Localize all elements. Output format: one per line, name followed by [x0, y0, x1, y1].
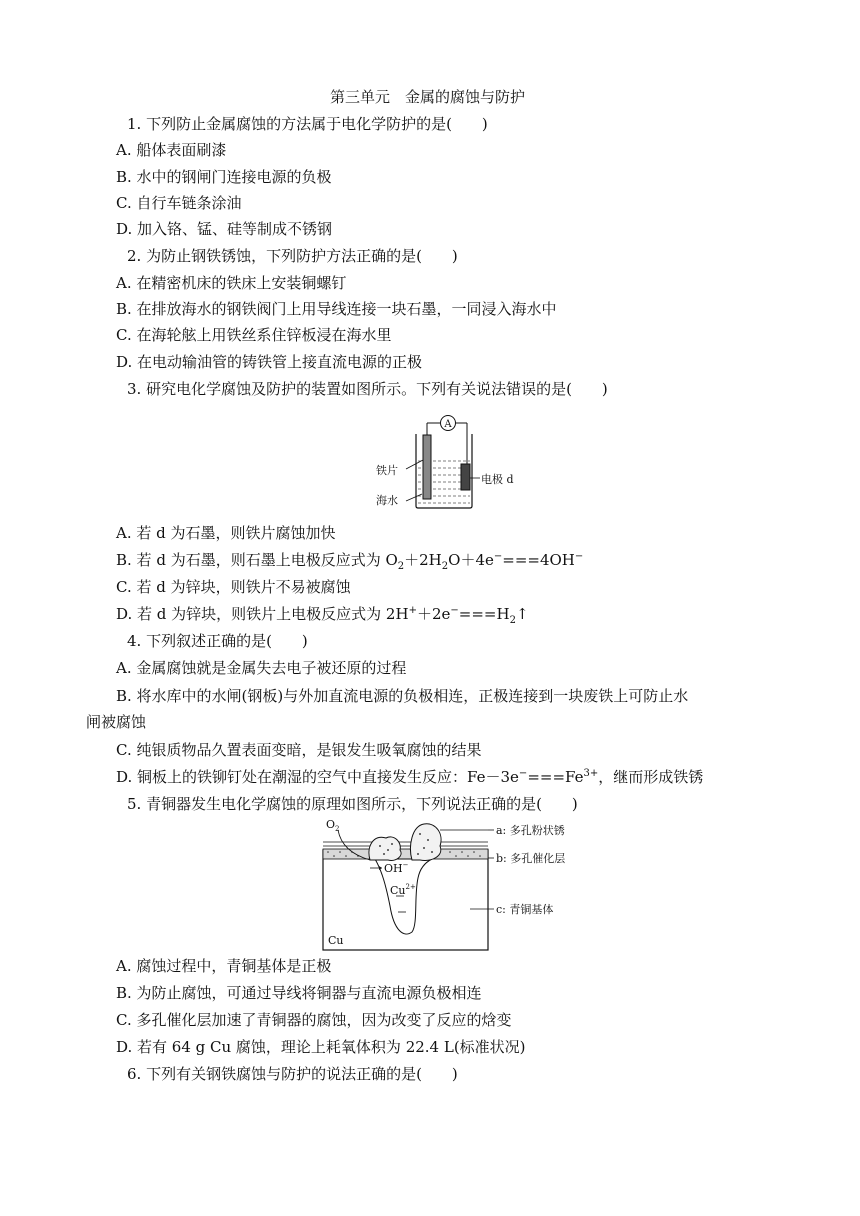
- question-1-stem: 1. 下列防止金属腐蚀的方法属于电化学防护的是( ): [127, 115, 488, 133]
- label-iron-plate: 铁片: [376, 464, 398, 477]
- question-5-option-c: C. 多孔催化层加速了青铜器的腐蚀，因为改变了反应的焓变: [116, 1011, 512, 1029]
- question-4-option-a: A. 金属腐蚀就是金属失去电子被还原的过程: [116, 659, 407, 677]
- rust-mound-right: [411, 824, 442, 861]
- ammeter-label: A: [444, 419, 452, 430]
- question-2-option-c: C. 在海轮舷上用铁丝系住锌板浸在海水里: [116, 326, 392, 344]
- bronze-corrosion-figure: [320, 816, 590, 952]
- label-seawater: 海水: [376, 494, 398, 507]
- label-bronze-base: c: 青铜基体: [496, 903, 554, 916]
- question-4-option-b: B. 将水库中的水闸(钢板)与外加直流电源的负极相连，正极连接到一块废铁上可防止水: [116, 687, 689, 705]
- label-porous-rust: a: 多孔粉状锈: [496, 824, 565, 837]
- label-oh: OH−: [384, 861, 409, 875]
- question-5-stem: 5. 青铜器发生电化学腐蚀的原理如图所示，下列说法正确的是( ): [127, 795, 578, 813]
- label-cu2: $Cu^{2+}$: [390, 883, 416, 897]
- question-5-option-d: D. 若有 64 g Cu 腐蚀，理论上耗氧体积为 22.4 L(标准状况): [116, 1038, 526, 1056]
- question-4-option-c: C. 纯银质物品久置表面变暗，是银发生吸氧腐蚀的结果: [116, 741, 482, 759]
- label-catalytic-layer: b: 多孔催化层: [496, 852, 566, 865]
- question-2-option-d: D. 在电动输油管的铸铁管上接直流电源的正极: [116, 353, 423, 371]
- question-3-stem: 3. 研究电化学腐蚀及防护的装置如图所示。下列有关说法错误的是( ): [127, 380, 608, 398]
- question-1-option-c: C. 自行车链条涂油: [116, 194, 242, 212]
- question-2-stem: 2. 为防止钢铁锈蚀，下列防护方法正确的是( ): [127, 247, 458, 265]
- electrode-d: [461, 464, 470, 490]
- question-1-option-b: B. 水中的钢闸门连接电源的负极: [116, 168, 332, 186]
- question-4-option-b-continued: 闸被腐蚀: [86, 713, 147, 731]
- question-3-option-d: D. 若 d 为锌块，则铁片上电极反应式为 $2H^++2e^-===H_2↑$: [116, 605, 529, 626]
- question-3-option-a: A. 若 d 为石墨，则铁片腐蚀加快: [116, 524, 336, 542]
- catalytic-layer: [323, 849, 488, 859]
- question-3-option-c: C. 若 d 为锌块，则铁片不易被腐蚀: [116, 578, 351, 596]
- question-1-option-a: A. 船体表面刷漆: [116, 141, 227, 159]
- label-cu: Cu: [328, 934, 344, 947]
- rust-mound-left: [369, 837, 401, 860]
- iron-plate: [423, 435, 431, 499]
- question-3-option-b: B. 若 d 为石墨，则石墨上电极反应式为 $O_2+2H_2O+4e^-===4OH^-$: [116, 551, 584, 572]
- question-1-option-d: D. 加入铬、锰、硅等制成不锈钢: [116, 220, 333, 238]
- question-2-option-a: A. 在精密机床的铁床上安装铜螺钉: [116, 274, 347, 292]
- question-5-option-a: A. 腐蚀过程中，青铜基体是正极: [116, 957, 332, 975]
- question-6-stem: 6. 下列有关钢铁腐蚀与防护的说法正确的是( ): [127, 1065, 458, 1083]
- label-o2: $O_2$: [326, 818, 340, 833]
- page-title: 第三单元 金属的腐蚀与防护: [330, 88, 526, 106]
- label-electrode-d: 电极 d: [481, 473, 514, 486]
- question-5-option-b: B. 为防止腐蚀，可通过导线将铜器与直流电源负极相连: [116, 984, 482, 1002]
- question-4-stem: 4. 下列叙述正确的是( ): [127, 632, 308, 650]
- corrosion-apparatus-figure: [370, 408, 530, 514]
- question-2-option-b: B. 在排放海水的钢铁阀门上用导线连接一块石墨，一同浸入海水中: [116, 300, 557, 318]
- question-4-option-d: D. 铜板上的铁铆钉处在潮湿的空气中直接发生反应：$Fe-3e^-===Fe^{3+}$，继而形成铁锈: [116, 768, 704, 786]
